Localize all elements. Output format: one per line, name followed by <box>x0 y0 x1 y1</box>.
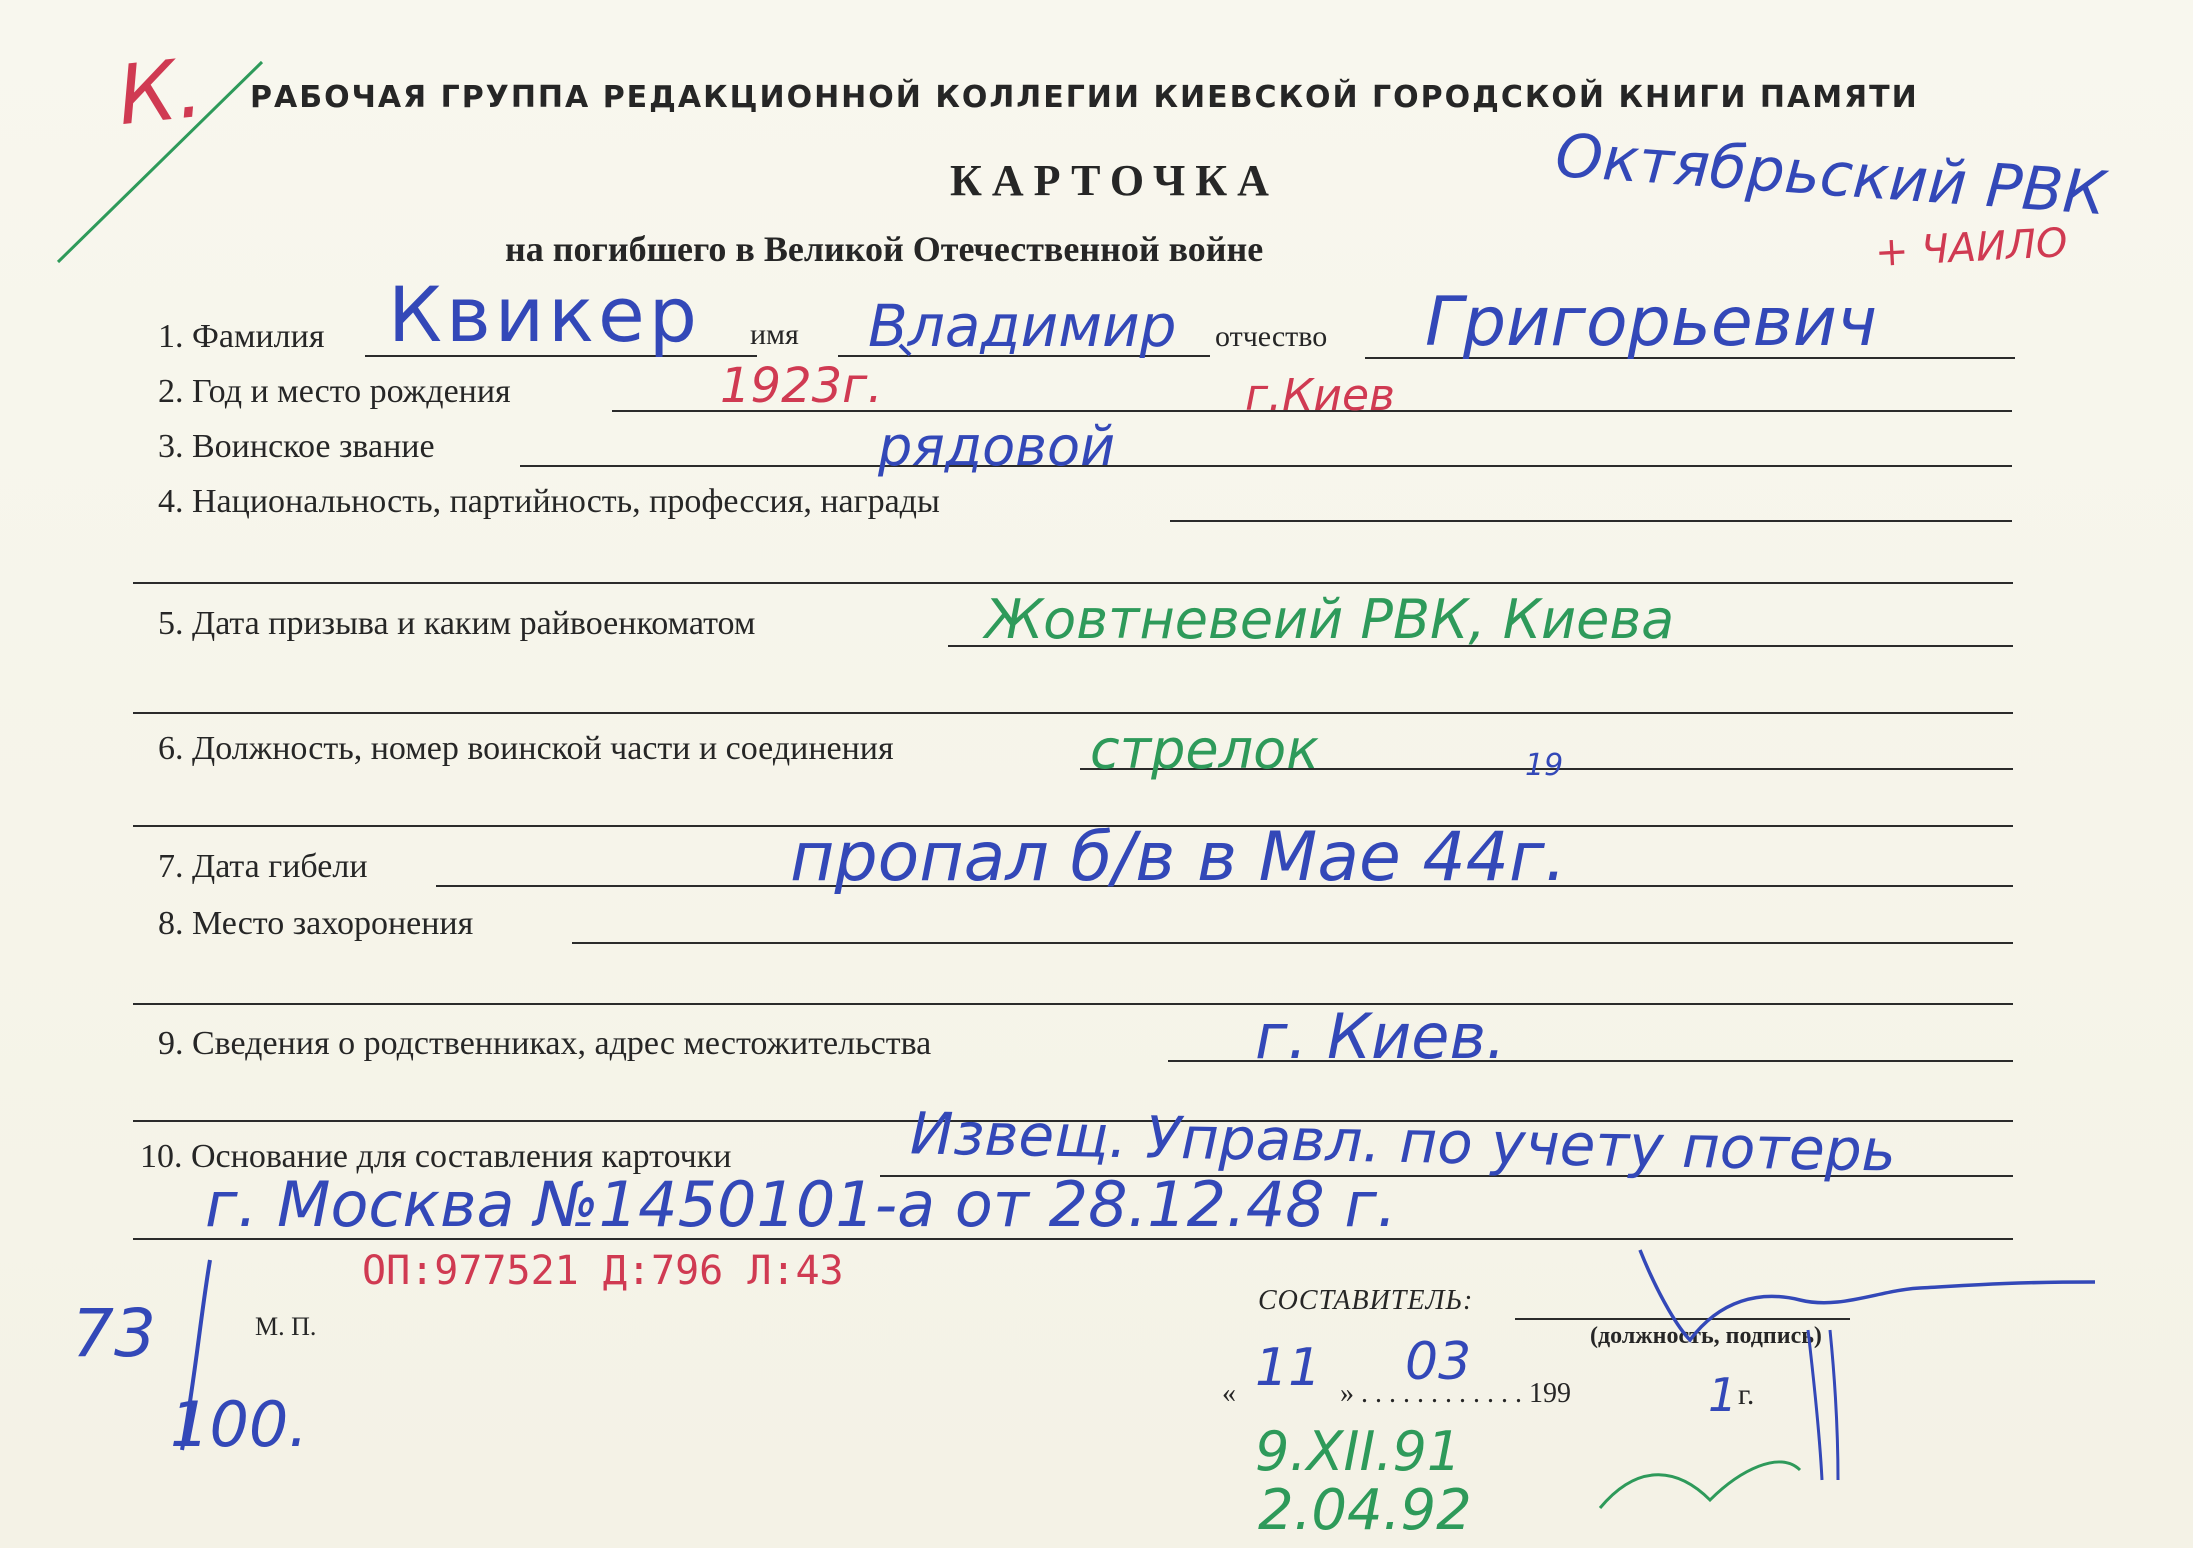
surname-value: Квикер <box>388 270 702 359</box>
field-position-label: 6. Должность, номер воинской части и соединения <box>158 730 894 767</box>
basis-line1: Извещ. Управл. по учету потерь <box>909 1099 1897 1185</box>
mp-label: М. П. <box>255 1312 317 1341</box>
signature-green <box>1600 1462 1800 1508</box>
fraction-bottom: 100. <box>170 1388 309 1461</box>
date-month: 03 <box>1405 1332 1472 1392</box>
signature-tail-2 <box>1830 1330 1838 1480</box>
card-subtitle: на погибшего в Великой Отечественной войне <box>505 229 1264 269</box>
date-line: » . . . . . . . . . . . . 199 <box>1340 1378 1571 1409</box>
birth-year-value: 1923г. <box>720 358 883 414</box>
name-tail <box>900 345 910 355</box>
field-relatives-label: 9. Сведения о родственниках, адрес местожительства <box>158 1025 932 1062</box>
green-date-2: 2.04.92 <box>1258 1478 1472 1543</box>
field-basis-label: 10. Основание для составления карточки <box>140 1138 732 1175</box>
corner-mark: К. <box>113 40 208 145</box>
district-note: Октябрьский РВК <box>1553 120 2108 230</box>
field-death-label: 7. Дата гибели <box>158 848 368 885</box>
date-year-digit: 1 <box>1708 1368 1738 1422</box>
field-birth-label: 2. Год и место рождения <box>158 373 511 410</box>
birth-place-value: г.Киев <box>1245 370 1395 421</box>
diagonal-stroke <box>58 62 262 262</box>
patronymic-value: Григорьевич <box>1425 283 1878 362</box>
fraction-top: 73 <box>72 1295 156 1372</box>
field-familiya-label: 1. Фамилия <box>158 318 325 355</box>
field-otchestvo-label: отчество <box>1215 320 1328 353</box>
field-rank-label: 3. Воинское звание <box>158 428 435 465</box>
archive-ref: ОП:977521 Д:796 Л:43 <box>362 1248 844 1294</box>
death-value: пропал б/в в Мае 44г. <box>790 818 1567 897</box>
date-open-quote: « <box>1222 1378 1236 1409</box>
death-note: 19 <box>1525 748 1564 783</box>
field-draft-label: 5. Дата призыва и каким райвоенкоматом <box>158 605 756 642</box>
district-note-red: + ЧАИЛО <box>1873 219 2069 277</box>
signature-blue <box>1640 1250 2095 1340</box>
year-suffix: г. <box>1738 1378 1755 1411</box>
relatives-value: г. Киев. <box>1255 1000 1506 1073</box>
green-date-1: 9.XII.91 <box>1255 1420 1462 1483</box>
signature-tail-1 <box>1808 1330 1822 1480</box>
basis-line2: г. Москва №1450101-а от 28.12.48 г. <box>205 1168 1397 1241</box>
field-burial-label: 8. Место захоронения <box>158 905 474 942</box>
card-title: КАРТОЧКА <box>950 156 1279 205</box>
name-value: Владимир <box>868 292 1177 360</box>
card-header: РАБОЧАЯ ГРУППА РЕДАКЦИОННОЙ КОЛЛЕГИИ КИЕВСКОЙ ГОРОДСКОЙ КНИГИ ПАМЯТИ <box>250 80 1919 115</box>
draft-value: Жовтневеий РВК, Киева <box>985 588 1675 651</box>
sostavitel-label: СОСТАВИТЕЛЬ: <box>1258 1285 1474 1316</box>
position-value: стрелок <box>1090 718 1319 781</box>
dolzhnost-caption: (должность, подпись) <box>1590 1323 1822 1349</box>
rank-value: рядовой <box>878 415 1116 478</box>
fraction-bar <box>182 1260 210 1450</box>
date-day: 11 <box>1255 1338 1322 1398</box>
field-imya-label: имя <box>750 318 799 351</box>
field-nationality-label: 4. Национальность, партийность, профессия, награды <box>158 483 940 520</box>
